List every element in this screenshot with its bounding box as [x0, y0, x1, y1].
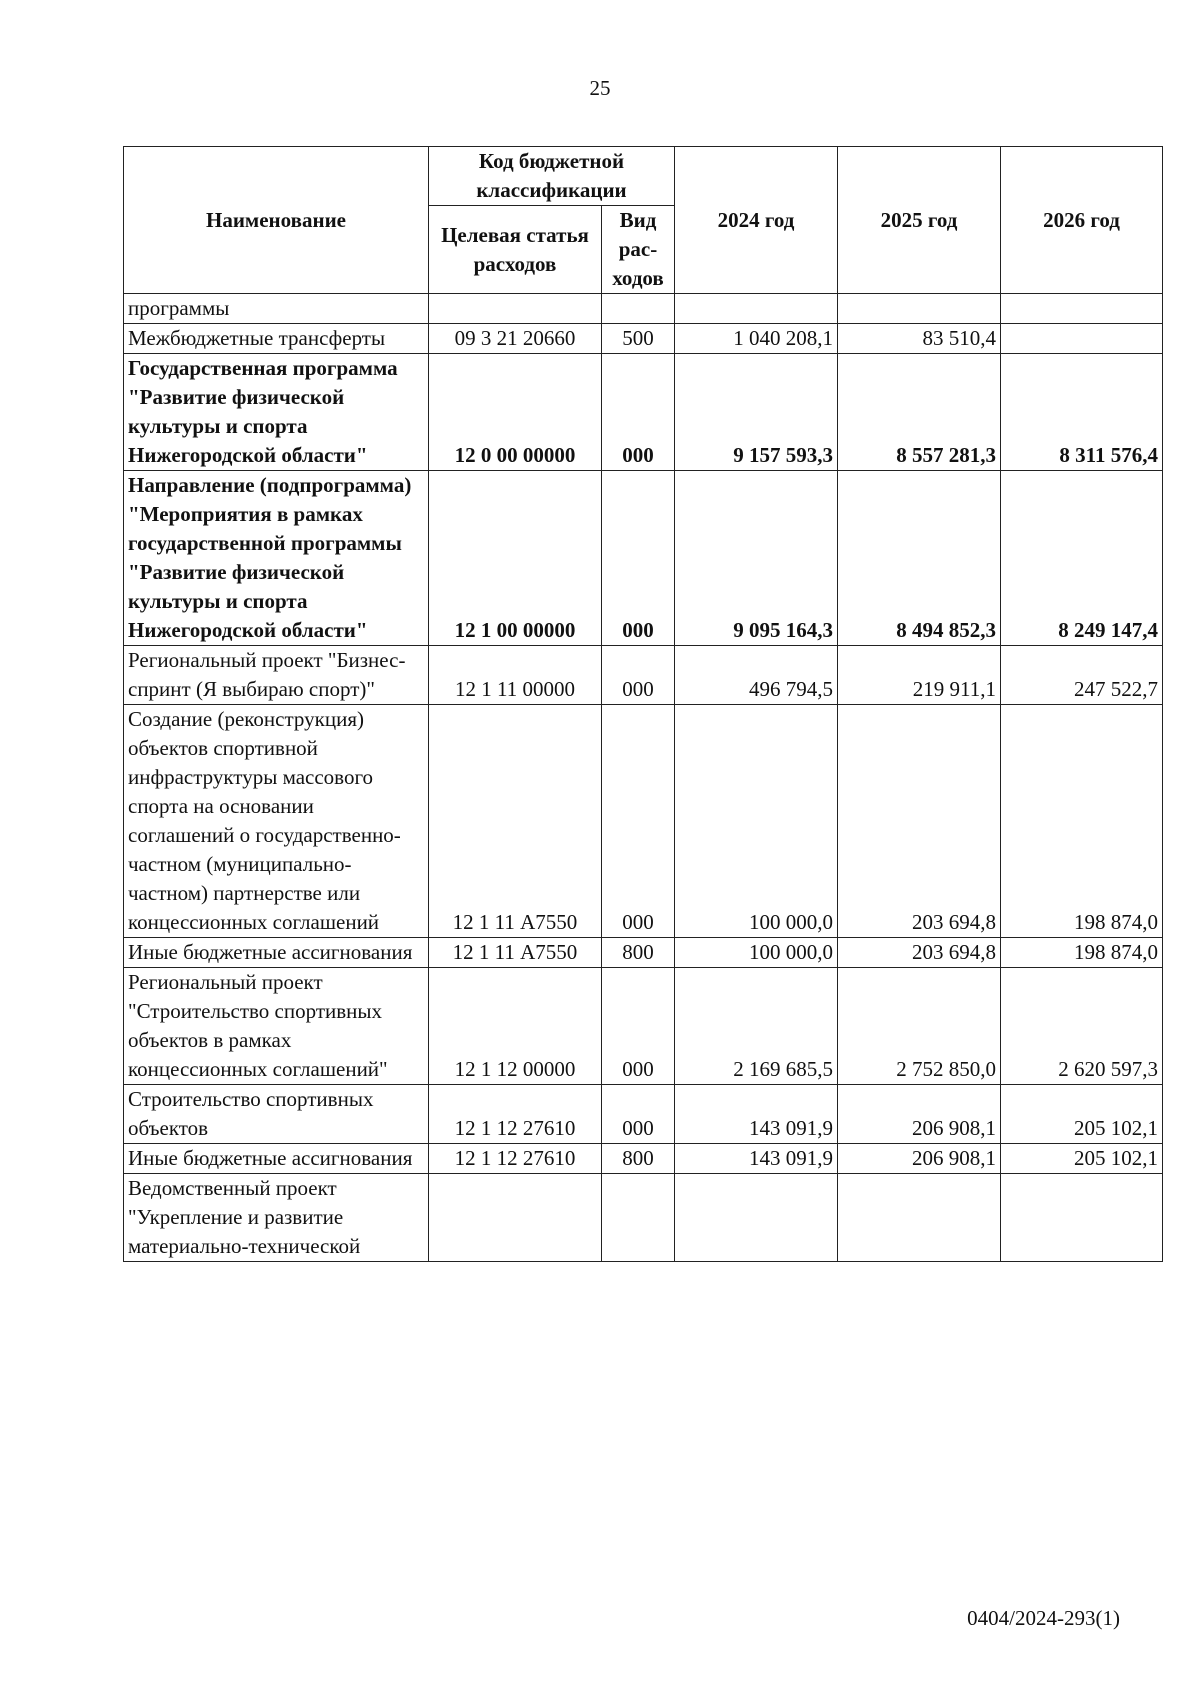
row-value-2026: 247 522,7	[1001, 646, 1163, 705]
row-value-2024: 496 794,5	[675, 646, 838, 705]
row-name: Региональный проект "Строительство спортивных объектов в рамках концессионных соглашений"	[124, 968, 429, 1085]
document-code: 0404/2024-293(1)	[967, 1606, 1120, 1630]
row-name: программы	[124, 294, 429, 324]
row-value-2024: 2 169 685,5	[675, 968, 838, 1085]
row-value-2024: 1 040 208,1	[675, 324, 838, 354]
row-name: Направление (подпрограмма) "Мероприятия в рамках государственной программы "Развитие физической культуры и спорта Нижегородской области"	[124, 471, 429, 646]
header-name: Наименование	[124, 147, 429, 294]
row-name: Иные бюджетные ассигнования	[124, 1144, 429, 1174]
table-row	[124, 294, 1163, 324]
row-value-2024: 100 000,0	[675, 938, 838, 968]
row-expense-kind	[602, 294, 675, 324]
table-row	[124, 324, 1163, 354]
row-value-2026	[1001, 294, 1163, 324]
table-row	[124, 646, 1163, 705]
row-value-2025	[838, 294, 1001, 324]
header-2025: 2025 год	[838, 147, 1001, 294]
row-value-2025: 203 694,8	[838, 938, 1001, 968]
row-expense-kind: 000	[602, 646, 675, 705]
table-row	[124, 354, 1163, 471]
row-expense-kind: 000	[602, 1085, 675, 1144]
row-value-2024	[675, 1174, 838, 1262]
row-value-2026: 198 874,0	[1001, 938, 1163, 968]
table-row	[124, 1144, 1163, 1174]
row-target-article: 12 1 00 00000	[429, 471, 602, 646]
row-value-2025: 206 908,1	[838, 1085, 1001, 1144]
row-value-2024: 100 000,0	[675, 705, 838, 938]
row-target-article: 12 1 11 А7550	[429, 705, 602, 938]
row-expense-kind: 800	[602, 1144, 675, 1174]
row-value-2026: 198 874,0	[1001, 705, 1163, 938]
row-target-article	[429, 1174, 602, 1262]
row-value-2026: 8 249 147,4	[1001, 471, 1163, 646]
row-target-article: 12 1 11 А7550	[429, 938, 602, 968]
header-expense-kind: Вид рас-ходов	[602, 206, 675, 294]
row-value-2026	[1001, 1174, 1163, 1262]
table-row	[124, 938, 1163, 968]
header-code-group: Код бюджетной классификации	[429, 147, 675, 206]
header-target-article: Целевая статья расходов	[429, 206, 602, 294]
row-target-article: 12 1 12 27610	[429, 1085, 602, 1144]
row-value-2026	[1001, 324, 1163, 354]
row-value-2024: 9 095 164,3	[675, 471, 838, 646]
row-target-article: 12 1 11 00000	[429, 646, 602, 705]
row-value-2024	[675, 294, 838, 324]
table-body	[124, 294, 1163, 1262]
row-target-article: 12 1 12 27610	[429, 1144, 602, 1174]
row-expense-kind: 500	[602, 324, 675, 354]
row-name: Ведомственный проект "Укрепление и развитие материально-технической	[124, 1174, 429, 1262]
row-value-2025: 8 557 281,3	[838, 354, 1001, 471]
row-value-2025: 206 908,1	[838, 1144, 1001, 1174]
row-value-2024: 143 091,9	[675, 1085, 838, 1144]
row-name: Создание (реконструкция) объектов спортивной инфраструктуры массового спорта на основании соглашений о государственно-частном (муниципально-частном) партнерстве или концессионных соглашений	[124, 705, 429, 938]
table-row	[124, 968, 1163, 1085]
row-value-2025: 203 694,8	[838, 705, 1001, 938]
row-expense-kind	[602, 1174, 675, 1262]
page-number: 25	[589, 76, 611, 100]
row-value-2026: 205 102,1	[1001, 1144, 1163, 1174]
row-target-article: 12 0 00 00000	[429, 354, 602, 471]
row-expense-kind: 800	[602, 938, 675, 968]
header-2026: 2026 год	[1001, 147, 1163, 294]
row-value-2024: 143 091,9	[675, 1144, 838, 1174]
row-value-2024: 9 157 593,3	[675, 354, 838, 471]
row-value-2025: 2 752 850,0	[838, 968, 1001, 1085]
row-value-2025: 83 510,4	[838, 324, 1001, 354]
row-value-2025: 8 494 852,3	[838, 471, 1001, 646]
row-expense-kind: 000	[602, 354, 675, 471]
table-header	[124, 147, 1163, 294]
row-name: Иные бюджетные ассигнования	[124, 938, 429, 968]
row-value-2026: 205 102,1	[1001, 1085, 1163, 1144]
row-name: Межбюджетные трансферты	[124, 324, 429, 354]
row-target-article: 12 1 12 00000	[429, 968, 602, 1085]
table-row	[124, 1174, 1163, 1262]
row-expense-kind: 000	[602, 968, 675, 1085]
row-value-2026: 8 311 576,4	[1001, 354, 1163, 471]
table-row	[124, 471, 1163, 646]
row-name: Строительство спортивных объектов	[124, 1085, 429, 1144]
header-2024: 2024 год	[675, 147, 838, 294]
table-row	[124, 1085, 1163, 1144]
table-row	[124, 705, 1163, 938]
row-target-article	[429, 294, 602, 324]
row-value-2025: 219 911,1	[838, 646, 1001, 705]
row-value-2026: 2 620 597,3	[1001, 968, 1163, 1085]
row-name: Государственная программа "Развитие физической культуры и спорта Нижегородской области"	[124, 354, 429, 471]
row-expense-kind: 000	[602, 471, 675, 646]
row-value-2025	[838, 1174, 1001, 1262]
row-expense-kind: 000	[602, 705, 675, 938]
budget-table	[123, 146, 1163, 1262]
row-name: Региональный проект "Бизнес-спринт (Я выбираю спорт)"	[124, 646, 429, 705]
row-target-article: 09 3 21 20660	[429, 324, 602, 354]
